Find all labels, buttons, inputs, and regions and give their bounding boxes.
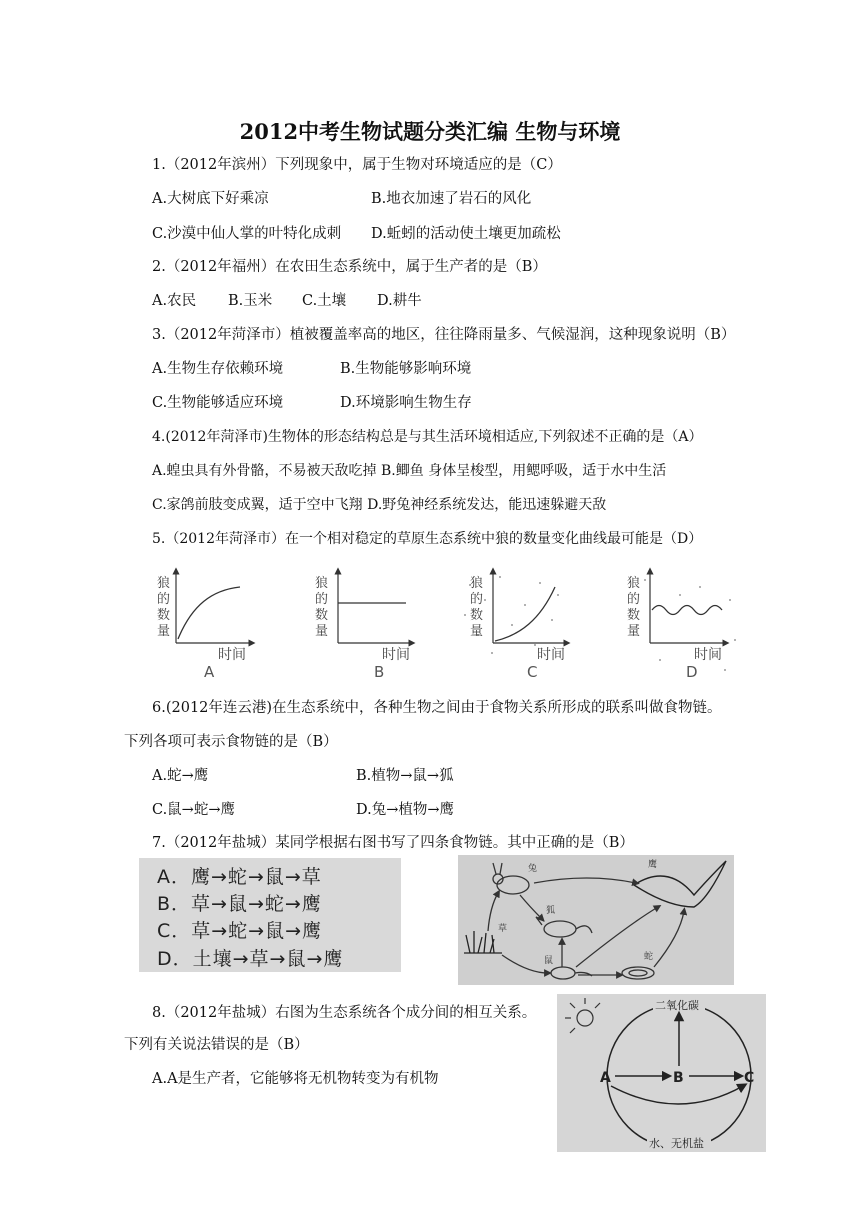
q4-options-ab: A.蝗虫具有外骨骼，不易被天敌吃掉 B.鲫鱼 身体呈梭型，用鳃呼吸，适于水中生活 — [152, 463, 667, 479]
q6-option-c: C.鼠→蛇→鹰 — [152, 802, 235, 818]
q6-option-b: B.植物→鼠→狐 — [356, 768, 454, 784]
svg-text:狼: 狼 — [470, 576, 484, 591]
svg-text:量: 量 — [470, 624, 484, 639]
q4-options-cd: C.家鸽前肢变成翼，适于空中飞翔 D.野兔神经系统发达，能迅速躲避天敌 — [152, 497, 607, 513]
q7-chain-c: C．草→蛇→鼠→鹰 — [157, 920, 323, 942]
rabbit-icon — [493, 863, 529, 894]
fox-icon — [536, 917, 592, 937]
graph-b-letter: B — [374, 663, 385, 681]
q8-option-a: A.A是生产者，它能够将无机物转变为有机物 — [152, 1071, 439, 1087]
graph-a-curve — [178, 587, 240, 639]
graph-c-xlabel: 时间 — [537, 647, 565, 663]
q2-option-b: B.玉米 — [228, 293, 273, 309]
web-label-snake: 蛇 — [644, 952, 654, 962]
web-label-grass: 草 — [498, 924, 508, 934]
q6-stem-line1: 6.(2012年连云港)在生态系统中，各种生物之间由于食物关系所形成的联系叫做食物链。 — [152, 700, 722, 716]
graph-c — [470, 571, 567, 681]
mouse-icon — [551, 967, 592, 979]
q3-option-b: B.生物能够影响环境 — [340, 361, 472, 377]
q3-stem: 3.（2012年菏泽市）植被覆盖率高的地区，往往降雨量多、气候湿润，这种现象说明（B） — [152, 327, 736, 343]
q1-option-a: A.大树底下好乘凉 — [152, 191, 269, 207]
q2-stem: 2.（2012年福州）在农田生态系统中，属于生产者的是（B） — [152, 259, 547, 275]
web-label-rabbit: 兔 — [528, 864, 538, 874]
svg-text:数: 数 — [315, 608, 329, 623]
svg-text:数: 数 — [627, 608, 641, 623]
q7-chain-b: B．草→鼠→蛇→鹰 — [157, 893, 322, 915]
graph-a-letter: A — [204, 663, 215, 681]
q5-stem: 5.（2012年菏泽市）在一个相对稳定的草原生态系统中狼的数量变化曲线最可能是（D） — [152, 531, 703, 547]
q7-stem: 7.（2012年盐城）某同学根据右图书写了四条食物链。其中正确的是（B） — [152, 835, 634, 851]
arrow-a-c — [611, 1086, 743, 1104]
arrow-rabbit-eagle — [534, 878, 636, 883]
graph-a — [157, 571, 252, 681]
graph-d-curve — [652, 606, 722, 615]
graph-a-xlabel: 时间 — [218, 647, 246, 663]
cycle-top-label: 二氧化碳 — [655, 999, 699, 1012]
svg-text:狼: 狼 — [627, 576, 641, 591]
q1-stem: 1.（2012年滨州）下列现象中，属于生物对环境适应的是（C） — [152, 157, 562, 173]
graph-d-xlabel: 时间 — [694, 647, 722, 663]
q1-option-c: C.沙漠中仙人掌的叶特化成刺 — [152, 226, 342, 242]
q7-chain-a: A．鹰→蛇→鼠→草 — [157, 866, 322, 888]
svg-text:的: 的 — [470, 592, 484, 607]
q8-stem-line1: 8.（2012年盐城）右图为生态系统各个成分间的相互关系。 — [152, 1005, 537, 1021]
wolf-population-graphs — [140, 565, 740, 685]
graph-b — [315, 571, 412, 681]
q7-food-chain-options — [139, 858, 401, 972]
q6-stem-line2: 下列各项可表示食物链的是（B） — [124, 734, 338, 750]
web-label-eagle: 鹰 — [648, 860, 658, 870]
arrow-snake-eagle — [654, 911, 684, 967]
graph-a-ylabel-4: 量 — [157, 624, 171, 639]
q2-option-c: C.土壤 — [302, 293, 347, 309]
arrow-grass-rabbit — [488, 893, 498, 931]
svg-text:狼: 狼 — [315, 576, 329, 591]
q3-option-c: C.生物能够适应环境 — [152, 395, 284, 411]
q6-option-d: D.兔→植物→鹰 — [356, 802, 455, 818]
q2-option-d: D.耕牛 — [377, 293, 422, 309]
q3-option-a: A.生物生存依赖环境 — [152, 361, 284, 377]
web-label-mouse: 鼠 — [544, 956, 554, 966]
svg-text:的: 的 — [315, 592, 329, 607]
graph-a-ylabel-1: 狼 — [157, 576, 171, 591]
arrow-rabbit-fox — [520, 895, 542, 919]
q8-stem-line2: 下列有关说法错误的是（B） — [124, 1037, 309, 1053]
arrow-grass-mouse — [502, 955, 548, 973]
node-a: A — [600, 1070, 611, 1086]
graph-c-curve — [495, 587, 555, 641]
svg-text:的: 的 — [627, 592, 641, 607]
svg-text:量: 量 — [315, 624, 329, 639]
cycle-bottom-label: 水、无机盐 — [649, 1137, 704, 1150]
node-b: B — [673, 1070, 684, 1086]
q2-option-a: A.农民 — [152, 293, 197, 309]
svg-text:量: 量 — [627, 624, 641, 639]
svg-text:数: 数 — [470, 608, 484, 623]
grass-icon — [464, 931, 502, 953]
node-c: C — [744, 1070, 755, 1086]
q7-food-web-figure — [458, 855, 734, 985]
q1-option-d: D.蚯蚓的活动使土壤更加疏松 — [371, 226, 561, 242]
graph-d — [627, 571, 726, 681]
graph-a-ylabel-3: 数 — [157, 608, 171, 623]
sun-icon — [565, 998, 600, 1033]
page-title: 2012中考生物试题分类汇编 生物与环境 — [239, 119, 621, 144]
q6-option-a: A.蛇→鹰 — [152, 768, 209, 784]
q3-option-d: D.环境影响生物生存 — [340, 395, 472, 411]
q7-chain-d: D．土壤→草→鼠→鹰 — [157, 948, 344, 970]
snake-icon — [622, 967, 654, 979]
graph-c-letter: C — [527, 663, 538, 681]
q8-ecosystem-cycle-figure — [557, 994, 766, 1152]
web-label-fox: 狐 — [546, 906, 556, 916]
q1-option-b: B.地衣加速了岩石的风化 — [371, 191, 532, 207]
q4-stem: 4.(2012年菏泽市)生物体的形态结构总是与其生活环境相适应,下列叙述不正确的是（A） — [152, 429, 703, 445]
graph-d-letter: D — [686, 663, 698, 681]
graph-b-xlabel: 时间 — [382, 647, 410, 663]
graph-a-ylabel-2: 的 — [157, 592, 171, 607]
